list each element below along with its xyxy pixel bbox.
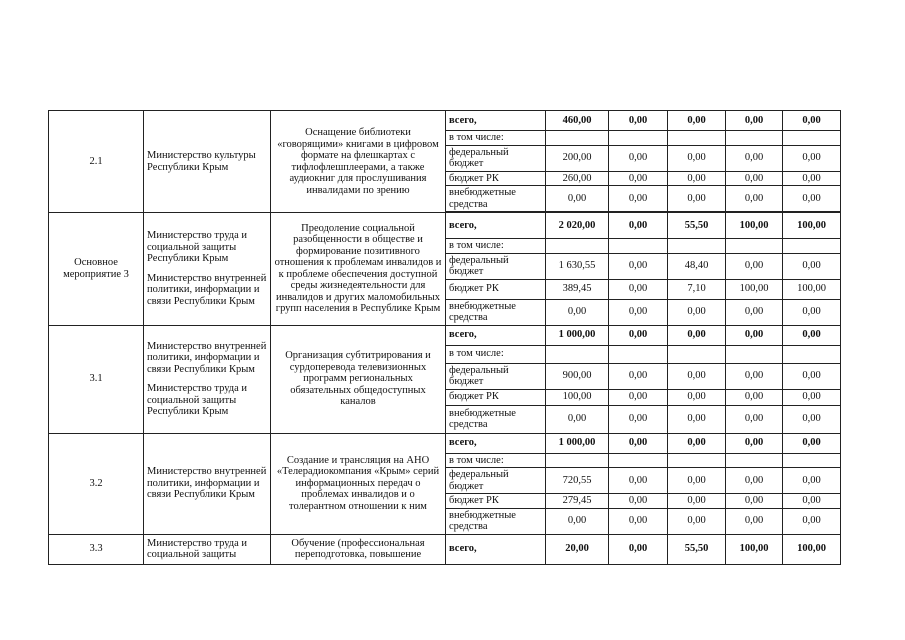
rk-label: бюджет РК xyxy=(446,171,546,186)
table-row xyxy=(49,325,841,345)
value-cell: 0,00 xyxy=(668,508,726,534)
value-cell: 0,00 xyxy=(668,433,726,453)
value-cell: 0,00 xyxy=(668,363,726,389)
table-row xyxy=(49,433,841,453)
value-cell: 20,00 xyxy=(546,534,609,564)
total-label: всего, xyxy=(446,111,546,131)
ministry-cell: Министерство труда и социальной защиты xyxy=(144,534,271,564)
value-cell: 389,45 xyxy=(546,279,609,299)
ministry-cell xyxy=(144,213,271,326)
ministry-name: Министерство труда и социальной защиты Республики Крым xyxy=(147,383,248,417)
value-cell: 0,00 xyxy=(609,405,668,433)
value-cell: 0,00 xyxy=(668,468,726,494)
extra-label: внебюджетные средства xyxy=(446,299,546,325)
value-cell: 0,00 xyxy=(726,508,783,534)
value-cell: 0,00 xyxy=(726,433,783,453)
value-cell: 0,00 xyxy=(726,145,783,171)
value-cell: 0,00 xyxy=(609,145,668,171)
federal-label: федеральный бюджет xyxy=(446,468,546,494)
value-cell: 0,00 xyxy=(609,494,668,509)
value-cell: 0,00 xyxy=(609,389,668,405)
value-cell: 0,00 xyxy=(668,299,726,325)
value-cell: 0,00 xyxy=(726,253,783,279)
value-cell: 0,00 xyxy=(609,213,668,239)
value-cell: 0,00 xyxy=(609,299,668,325)
value-cell: 0,00 xyxy=(783,363,841,389)
value-cell: 0,00 xyxy=(668,405,726,433)
rk-label: бюджет РК xyxy=(446,389,546,405)
including-label: в том числе: xyxy=(446,453,546,468)
value-cell: 0,00 xyxy=(609,433,668,453)
value-cell: 0,00 xyxy=(668,186,726,212)
value-cell: 0,00 xyxy=(783,111,841,131)
total-label: всего, xyxy=(446,534,546,564)
value-cell: 48,40 xyxy=(668,253,726,279)
value-cell: 100,00 xyxy=(726,213,783,239)
value-cell: 0,00 xyxy=(783,253,841,279)
value-cell: 0,00 xyxy=(609,508,668,534)
value-cell: 0,00 xyxy=(668,171,726,186)
value-cell: 0,00 xyxy=(546,186,609,212)
ministry-cell: Министерство культуры Республики Крым xyxy=(144,111,271,213)
value-cell: 720,55 xyxy=(546,468,609,494)
value-cell: 200,00 xyxy=(546,145,609,171)
value-cell: 2 020,00 xyxy=(546,213,609,239)
total-label: всего, xyxy=(446,433,546,453)
value-cell: 0,00 xyxy=(783,468,841,494)
value-cell: 7,10 xyxy=(668,279,726,299)
total-label: всего, xyxy=(446,325,546,345)
value-cell: 0,00 xyxy=(783,171,841,186)
value-cell: 0,00 xyxy=(668,325,726,345)
row-code: 3.1 xyxy=(49,325,144,433)
row-code: 2.1 xyxy=(49,111,144,213)
ministry-name: Министерство внутренней политики, информации и связи Республики Крым xyxy=(147,272,267,307)
table-row xyxy=(49,111,841,131)
description-cell: Организация субтитрирования и сурдоперевода телевизионных программ региональных обязательных общедоступных каналов xyxy=(271,325,446,433)
ministry-cell xyxy=(144,325,271,433)
value-cell: 55,50 xyxy=(668,534,726,564)
value-cell: 0,00 xyxy=(668,145,726,171)
including-label: в том числе: xyxy=(446,131,546,146)
value-cell: 1 000,00 xyxy=(546,433,609,453)
value-cell: 0,00 xyxy=(609,363,668,389)
value-cell: 1 000,00 xyxy=(546,325,609,345)
value-cell: 0,00 xyxy=(726,299,783,325)
value-cell: 0,00 xyxy=(783,433,841,453)
extra-label: внебюджетные средства xyxy=(446,186,546,212)
value-cell: 0,00 xyxy=(783,389,841,405)
value-cell: 100,00 xyxy=(783,213,841,239)
table-row xyxy=(49,213,841,239)
value-cell: 100,00 xyxy=(783,279,841,299)
value-cell: 0,00 xyxy=(726,389,783,405)
value-cell: 0,00 xyxy=(546,405,609,433)
value-cell: 0,00 xyxy=(546,299,609,325)
description-cell: Обучение (профессиональная переподготовка, повышение xyxy=(271,534,446,564)
value-cell: 0,00 xyxy=(726,494,783,509)
value-cell: 0,00 xyxy=(783,508,841,534)
ministry-name: Министерство внутренней политики, информации и связи Республики Крым xyxy=(147,340,267,375)
value-cell: 1 630,55 xyxy=(546,253,609,279)
value-cell: 0,00 xyxy=(609,186,668,212)
value-cell: 0,00 xyxy=(726,405,783,433)
value-cell: 0,00 xyxy=(783,145,841,171)
extra-label: внебюджетные средства xyxy=(446,405,546,433)
value-cell: 100,00 xyxy=(546,389,609,405)
value-cell: 100,00 xyxy=(726,534,783,564)
value-cell: 100,00 xyxy=(726,279,783,299)
value-cell: 0,00 xyxy=(726,186,783,212)
value-cell: 0,00 xyxy=(668,494,726,509)
rk-label: бюджет РК xyxy=(446,279,546,299)
including-label: в том числе: xyxy=(446,345,546,363)
ministry-name: Министерство труда и социальной защиты Республики Крым xyxy=(147,230,248,265)
value-cell: 0,00 xyxy=(609,253,668,279)
value-cell: 460,00 xyxy=(546,111,609,131)
value-cell: 0,00 xyxy=(726,111,783,131)
value-cell: 0,00 xyxy=(609,111,668,131)
value-cell: 0,00 xyxy=(783,325,841,345)
table-row xyxy=(49,534,841,564)
ministry-cell: Министерство внутренней политики, информации и связи Республики Крым xyxy=(144,433,271,534)
federal-label: федеральный бюджет xyxy=(446,145,546,171)
value-cell: 0,00 xyxy=(609,171,668,186)
value-cell: 0,00 xyxy=(726,171,783,186)
value-cell: 0,00 xyxy=(726,468,783,494)
value-cell: 0,00 xyxy=(783,494,841,509)
rk-label: бюджет РК xyxy=(446,494,546,509)
value-cell: 0,00 xyxy=(726,325,783,345)
federal-label: федеральный бюджет xyxy=(446,363,546,389)
value-cell: 0,00 xyxy=(609,468,668,494)
description-cell: Преодоление социальной разобщенности в обществе и формирование позитивного отношения к проблемам инвалидов и к проблеме обеспечения доступной среды жизнедеятельности для инвалидов и других маломобильных групп населения в Республике Крым xyxy=(271,213,446,326)
row-code: 3.2 xyxy=(49,433,144,534)
value-cell: 0,00 xyxy=(668,389,726,405)
including-label: в том числе: xyxy=(446,239,546,254)
value-cell: 0,00 xyxy=(609,325,668,345)
federal-label: федеральный бюджет xyxy=(446,253,546,279)
row-code: Основное мероприятие 3 xyxy=(49,213,144,326)
value-cell: 0,00 xyxy=(783,405,841,433)
row-code: 3.3 xyxy=(49,534,144,564)
value-cell: 0,00 xyxy=(783,299,841,325)
value-cell: 0,00 xyxy=(609,279,668,299)
total-label: всего, xyxy=(446,213,546,239)
value-cell: 0,00 xyxy=(546,508,609,534)
value-cell: 900,00 xyxy=(546,363,609,389)
value-cell: 0,00 xyxy=(783,186,841,212)
value-cell: 100,00 xyxy=(783,534,841,564)
extra-label: внебюджетные средства xyxy=(446,508,546,534)
value-cell: 0,00 xyxy=(726,363,783,389)
value-cell: 279,45 xyxy=(546,494,609,509)
value-cell: 0,00 xyxy=(668,111,726,131)
value-cell: 260,00 xyxy=(546,171,609,186)
value-cell: 55,50 xyxy=(668,213,726,239)
description-cell: Оснащение библиотеки «говорящими» книгами в цифровом формате на флешкартах с тифлофлешплеерами, а также аудиокниг для прослушивания инвалидами по зрению xyxy=(271,111,446,213)
value-cell: 0,00 xyxy=(609,534,668,564)
description-cell: Создание и трансляция на АНО «Телерадиокомпания «Крым» серий информационных передач о проблемах инвалидов и о толерантном отношении к ним xyxy=(271,433,446,534)
budget-table xyxy=(48,110,841,565)
